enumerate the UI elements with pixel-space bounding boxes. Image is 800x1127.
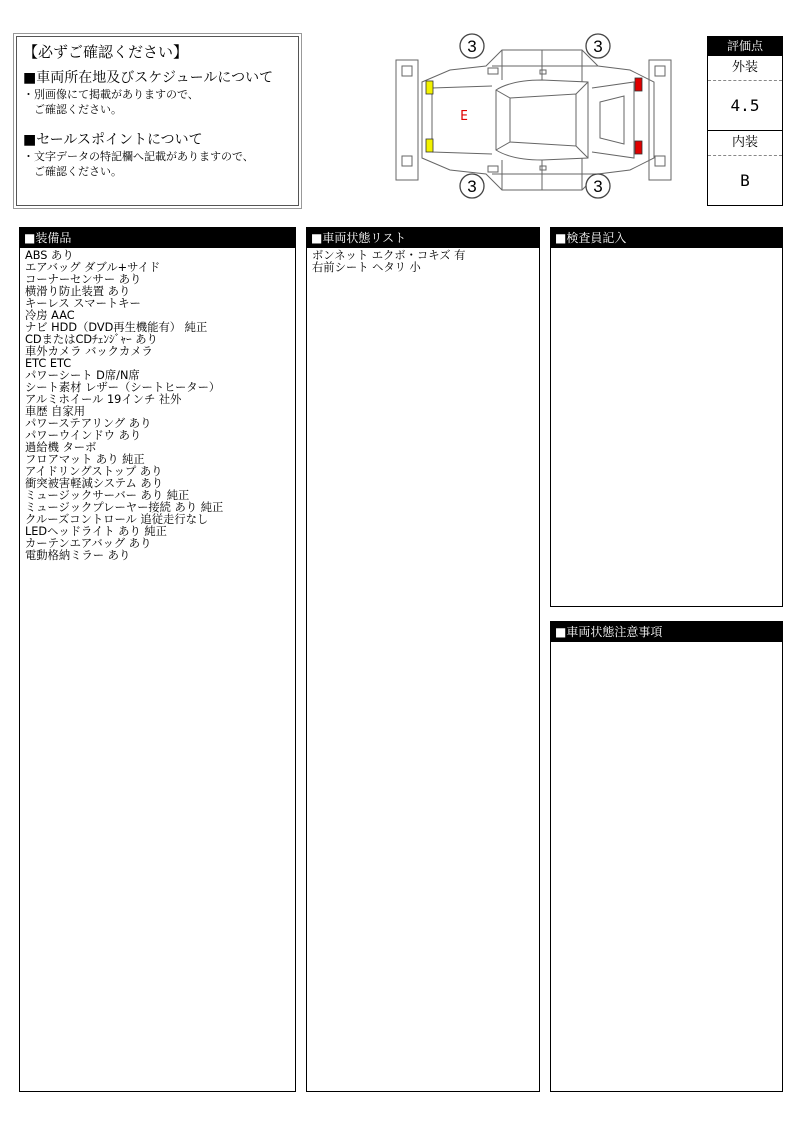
rating-header: 評価点 [708, 37, 782, 56]
condition-header: ■車両状態リスト [307, 228, 539, 248]
tire-depth-value: 3 [467, 37, 477, 56]
list-item: CDまたはCDﾁｪﾝｼﾞｬｰ あり [25, 333, 158, 346]
list-item: フロアマット あり 純正 [25, 453, 145, 466]
list-item: 車歴 自家用 [25, 405, 86, 418]
exterior-label: 外装 [708, 56, 782, 81]
list-item: 電動格納ミラー あり [25, 549, 131, 562]
list-item: 横滑り防止装置 あり [25, 285, 131, 298]
list-item: ナビ HDD（DVD再生機能有） 純正 [25, 321, 208, 334]
tire-depth-front-right [460, 174, 484, 198]
location-schedule-heading: ■車両所在地及びスケジュールについて [23, 70, 274, 86]
headlight-right-marker [426, 139, 433, 152]
notice-title: 【必ずご確認ください】 [23, 43, 189, 61]
condition-panel [306, 227, 540, 1092]
list-item: パワーステアリング あり [25, 417, 152, 430]
equipment-panel [19, 227, 296, 1092]
tire-depth-value: 3 [467, 177, 477, 196]
list-item: アルミホイール 19インチ 社外 [25, 393, 182, 406]
tire-depth-value: 3 [593, 177, 603, 196]
list-item: エアバッグ ダブル+サイド [25, 261, 161, 274]
tire-depth-rear-left [586, 34, 610, 58]
list-item: ABS あり [25, 249, 74, 262]
notes-header: ■車両状態注意事項 [551, 622, 782, 642]
list-item: コーナーセンサー あり [25, 273, 142, 286]
list-item: 衝突被害軽減システム あり [25, 477, 164, 490]
tire-depth-value: 3 [593, 37, 603, 56]
tire-depth-rear-right [586, 174, 610, 198]
headlight-left-marker [426, 81, 433, 94]
car-condition-diagram [392, 30, 674, 208]
list-item: アイドリングストップ あり [25, 465, 163, 478]
inspector-header: ■検査員記入 [551, 228, 782, 248]
list-item: 過給機 ターボ [25, 441, 97, 454]
interior-score: B [740, 171, 750, 190]
list-item: LEDヘッドライト あり 純正 [25, 525, 167, 538]
list-item: パワーシート D席/N席 [25, 369, 140, 382]
damage-mark: E [460, 109, 468, 124]
list-item: ミュージックプレーヤー接続 あり 純正 [25, 501, 224, 514]
list-item: ボンネット エクボ・コキズ 有 [312, 249, 466, 262]
list-item: 車外カメラ バックカメラ [25, 345, 153, 358]
list-item: ミュージックサーバー あり 純正 [25, 489, 190, 502]
list-item: 冷房 AAC [25, 309, 75, 322]
location-schedule-line1: ・別画像にて掲載がありますので、 [23, 88, 199, 101]
list-item: 右前シート ヘタリ 小 [312, 261, 421, 274]
notes-panel [550, 621, 783, 1092]
notice-box [16, 36, 299, 206]
sales-point-heading: ■セールスポイントについて [23, 132, 203, 148]
inspector-panel [550, 227, 783, 607]
tire-depth-front-left [460, 34, 484, 58]
list-item: パワーウインドウ あり [25, 429, 142, 442]
interior-label: 内装 [708, 130, 782, 156]
list-item: キーレス スマートキー [25, 297, 141, 310]
equipment-list [20, 248, 295, 564]
equipment-header: ■装備品 [20, 228, 295, 248]
sales-point-line2: ご確認ください。 [23, 165, 122, 178]
list-item: シート素材 レザー（シートヒーター） [25, 381, 221, 394]
taillight-right-marker [635, 141, 642, 154]
list-item: カーテンエアバッグ あり [25, 537, 152, 550]
list-item: クルーズコントロール 追従走行なし [25, 513, 209, 526]
taillight-left-marker [635, 78, 642, 91]
rating-box [707, 36, 783, 206]
list-item: ETC ETC [25, 357, 72, 370]
sales-point-line1: ・文字データの特記欄へ記載がありますので、 [23, 150, 254, 163]
condition-list [307, 248, 539, 276]
location-schedule-line2: ご確認ください。 [23, 103, 122, 116]
exterior-score: 4.5 [730, 96, 760, 115]
